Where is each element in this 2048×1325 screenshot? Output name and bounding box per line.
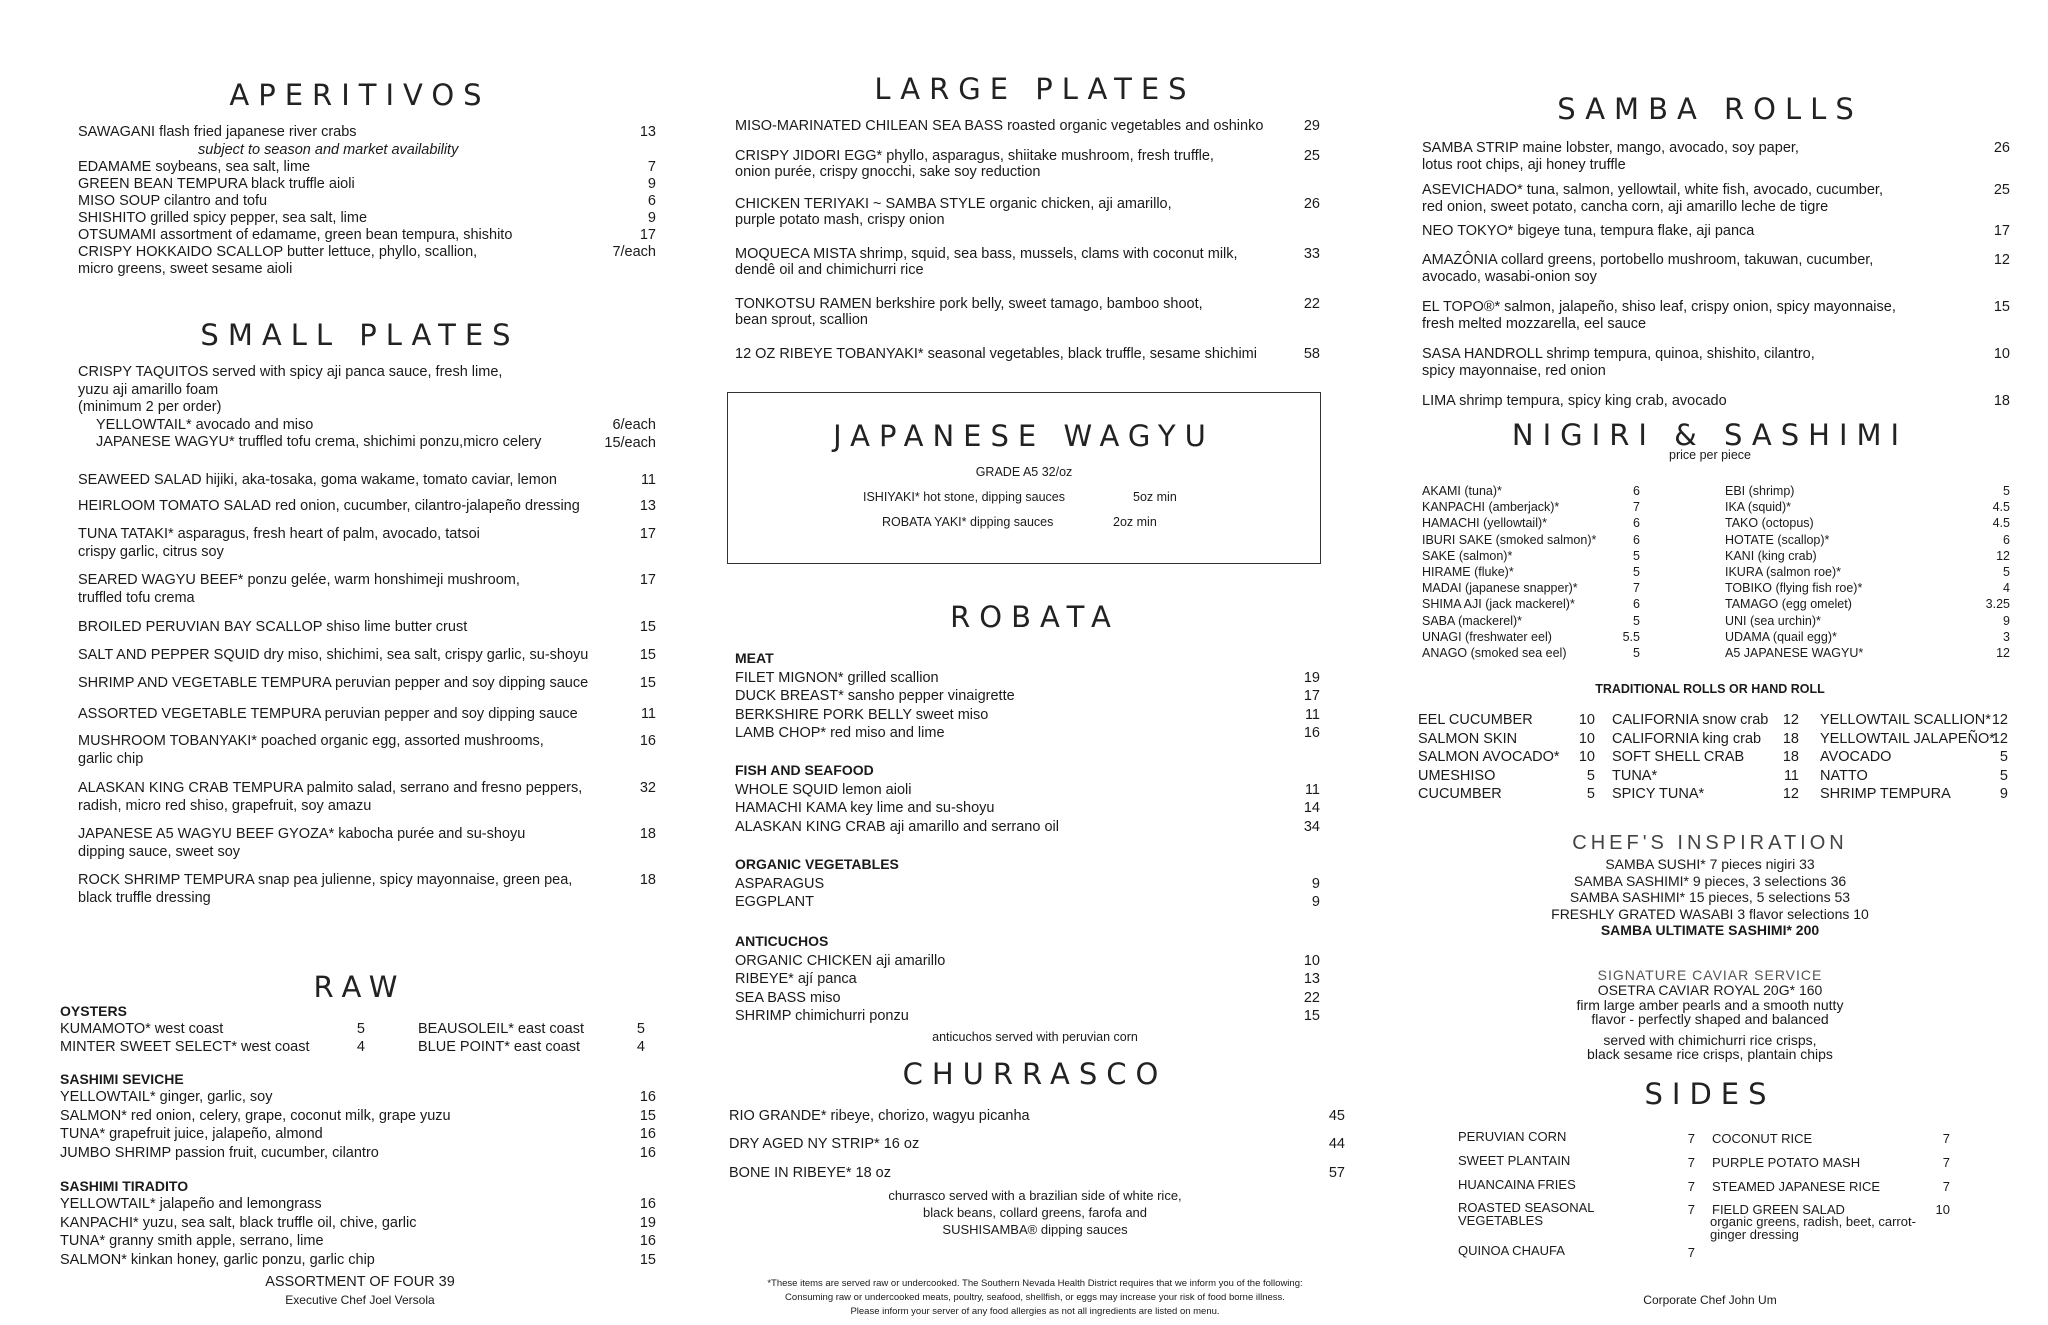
robata-item-price: 10: [1303, 953, 1320, 969]
large-plate-price: 58: [1303, 346, 1320, 362]
traditional-price: 12: [1991, 712, 2008, 728]
robata-group-label: ORGANIC VEGETABLES: [735, 856, 899, 872]
robata-group-label: FISH AND SEAFOOD: [735, 762, 874, 778]
traditional-name: CALIFORNIA snow crab: [1612, 712, 1769, 728]
large-plate-line1: CHICKEN TERIYAKI ~ SAMBA STYLE organic chicken, aji amarillo,: [735, 196, 1172, 212]
small-plate-line1: HEIRLOOM TOMATO SALAD red onion, cucumber, cilantro-jalapeño dressing: [78, 498, 580, 514]
side-name: PURPLE POTATO MASH: [1712, 1155, 1861, 1170]
traditional-price: 18: [1782, 749, 1799, 765]
samba-roll-price: 10: [1993, 346, 2010, 362]
robata-item-price: 9: [1311, 894, 1320, 911]
traditional-name: SALMON AVOCADO*: [1418, 749, 1560, 765]
nigiri-name: HOTATE (scallop)*: [1725, 532, 1830, 547]
small-plate-line2: black truffle dressing: [78, 890, 211, 906]
taquitos-line1: CRISPY TAQUITOS served with spicy aji panca sauce, fresh lime,: [78, 364, 503, 380]
traditional-price: 5: [1999, 767, 2008, 784]
disclaimer-2: Consuming raw or undercooked meats, poultry, seafood, shellfish, or eggs may increase your risk of food borne illness.: [785, 1292, 1285, 1303]
aperitivo-name: OTSUMAMI assortment of edamame, green bean tempura, shishito: [78, 227, 513, 243]
caviar-line-1: OSETRA CAVIAR ROYAL 20G* 160: [1597, 982, 1823, 998]
robata-item-price: 17: [1303, 688, 1320, 705]
wagyu-title: JAPANESE WAGYU: [833, 419, 1215, 453]
samba-roll-line1: SAMBA STRIP maine lobster, mango, avocado, soy paper,: [1422, 140, 1799, 156]
robata-note: anticuchos served with peruvian corn: [932, 1030, 1138, 1044]
side-price: 7: [1942, 1179, 1950, 1194]
nigiri-name: MADAI (japanese snapper)*: [1422, 581, 1578, 596]
nigiri-subtitle: price per piece: [1669, 448, 1751, 462]
sides-title: SIDES: [1644, 1077, 1776, 1111]
side-name: PERUVIAN CORN: [1458, 1129, 1567, 1144]
robata-item-price: 11: [1304, 706, 1320, 723]
traditional-price: 12: [1782, 786, 1799, 802]
small-plate-price: 11: [640, 472, 656, 488]
oysters-label: OYSTERS: [60, 1003, 127, 1019]
oyster-name: MINTER SWEET SELECT* west coast: [60, 1039, 310, 1055]
small-plate-price: 15: [639, 675, 656, 691]
oyster-name: KUMAMOTO* west coast: [60, 1021, 224, 1037]
robata-item-price: 16: [1303, 724, 1320, 741]
nigiri-name: UNI (sea urchin)*: [1725, 613, 1821, 628]
samba-roll-line1: SASA HANDROLL shrimp tempura, quinoa, shishito, cilantro,: [1422, 346, 1815, 362]
small-plate-price: 17: [639, 526, 656, 542]
large-plate-price: 29: [1303, 118, 1320, 134]
tiradito-name: YELLOWTAIL* jalapeño and lemongrass: [60, 1196, 322, 1212]
side-name: STEAMED JAPANESE RICE: [1712, 1179, 1881, 1194]
disclaimer: [725, 1277, 1345, 1319]
churrasco-note: [725, 1187, 1345, 1238]
caviar-title: SIGNATURE CAVIAR SERVICE: [1597, 967, 1823, 983]
seviche-name: YELLOWTAIL* ginger, garlic, soy: [60, 1089, 273, 1105]
taquitos-line2: yuzu aji amarillo foam: [78, 381, 219, 398]
traditional-price: 10: [1578, 712, 1595, 728]
nigiri-price: 6: [2003, 532, 2010, 547]
churrasco-name: BONE IN RIBEYE* 18 oz: [729, 1165, 891, 1181]
seviche-price: 16: [639, 1144, 656, 1161]
side-name: FIELD GREEN SALAD: [1712, 1202, 1845, 1217]
small-plate-price: 15: [639, 647, 656, 663]
side-price: 7: [1942, 1155, 1950, 1170]
wagyu-grade: GRADE A5 32/oz: [975, 465, 1073, 479]
side-name: COCONUT RICE: [1712, 1131, 1813, 1146]
seviche-label: SASHIMI SEVICHE: [60, 1071, 184, 1087]
traditional-price: 10: [1578, 730, 1595, 747]
samba-roll-line2: lotus root chips, aji honey truffle: [1422, 157, 1626, 173]
robata-item-name: ORGANIC CHICKEN aji amarillo: [735, 953, 946, 969]
raw-title: RAW: [313, 970, 407, 1004]
small-plate-line2: truffled tofu crema: [78, 590, 195, 606]
small-plate-price: 15: [639, 619, 656, 635]
robata-item-name: SHRIMP chimichurri ponzu: [735, 1007, 909, 1024]
chefs-line-5: SAMBA ULTIMATE SASHIMI* 200: [1600, 922, 1820, 938]
traditional-price: 11: [1783, 767, 1799, 784]
robata-item-name: ALASKAN KING CRAB aji amarillo and serrano oil: [735, 818, 1059, 835]
seviche-price: 16: [639, 1089, 656, 1105]
small-plate-line1: BROILED PERUVIAN BAY SCALLOP shiso lime butter crust: [78, 619, 468, 635]
executive-chef: Executive Chef Joel Versola: [285, 1293, 435, 1307]
nigiri-name: TAMAGO (egg omelet): [1725, 597, 1852, 612]
robata-item-name: EGGPLANT: [735, 894, 814, 911]
small-plate-line2: dipping sauce, sweet soy: [78, 844, 241, 860]
nigiri-name: SHIMA AJI (jack mackerel)*: [1422, 597, 1575, 612]
robata-group-label: MEAT: [735, 650, 774, 666]
small-plate-line1: SHRIMP AND VEGETABLE TEMPURA peruvian pepper and soy dipping sauce: [78, 675, 589, 691]
nigiri-price: 9: [2003, 613, 2010, 628]
large-plate-price: 25: [1303, 148, 1320, 164]
robata-item-price: 14: [1303, 800, 1320, 817]
samba-roll-price: 18: [1993, 393, 2010, 409]
side-name: SWEET PLANTAIN: [1458, 1153, 1571, 1168]
tiradito-price: 15: [639, 1251, 656, 1268]
taquitos-sub1-price: 6/each: [612, 417, 656, 433]
corporate-chef: Corporate Chef John Um: [1643, 1293, 1777, 1307]
large-plate-line1: TONKOTSU RAMEN berkshire pork belly, sweet tamago, bamboo shoot,: [735, 296, 1203, 312]
aperitivo-price: 7/each: [612, 244, 656, 260]
side-price: 7: [1687, 1155, 1695, 1170]
samba-roll-line2: spicy mayonnaise, red onion: [1422, 363, 1606, 379]
taquitos-sub2: JAPANESE WAGYU* truffled tofu crema, shichimi ponzu,micro celery: [96, 434, 542, 450]
oyster-name: BEAUSOLEIL* east coast: [418, 1021, 585, 1037]
nigiri-name: HAMACHI (yellowtail)*: [1422, 516, 1548, 531]
nigiri-name: IKURA (salmon roe)*: [1725, 565, 1842, 579]
oyster-price: 4: [636, 1039, 645, 1055]
robata-item-price: 19: [1303, 670, 1320, 686]
tiradito-label: SASHIMI TIRADITO: [60, 1178, 189, 1194]
caviar-line-5: black sesame rice crisps, plantain chips: [1587, 1046, 1833, 1062]
samba-roll-line2: fresh melted mozzarella, eel sauce: [1422, 316, 1647, 332]
nigiri-name: HIRAME (fluke)*: [1422, 565, 1514, 579]
traditional-name: YELLOWTAIL JALAPEÑO*: [1820, 730, 1995, 747]
small-plate-line1: TUNA TATAKI* asparagus, fresh heart of palm, avocado, tatsoi: [78, 526, 480, 542]
nigiri-price: 5: [1633, 646, 1640, 660]
large-plate-line2: onion purée, crispy gnocchi, sake soy reduction: [735, 164, 1041, 180]
small-plate-line1: SEAWEED SALAD hijiki, aka-tosaka, goma wakame, tomato caviar, lemon: [78, 472, 557, 488]
aperitivo-price: 6: [647, 193, 656, 209]
disclaimer-3: Please inform your server of any food allergies as not all ingredients are listed on menu.: [850, 1306, 1220, 1317]
small-plate-price: 13: [639, 498, 656, 514]
samba-roll-price: 12: [1993, 252, 2010, 268]
nigiri-price: 6: [1633, 516, 1640, 531]
nigiri-price: 3: [2003, 629, 2010, 644]
traditional-price: 5: [1999, 749, 2008, 765]
small-plate-line1: SALT AND PEPPER SQUID dry miso, shichimi, sea salt, crispy garlic, su-shoyu: [78, 647, 589, 663]
aperitivo-name: SAWAGANI flash fried japanese river crabs: [78, 124, 357, 140]
traditional-name: UMESHISO: [1418, 767, 1496, 784]
churrasco-note-1: churrasco served with a brazilian side of white rice,: [888, 1188, 1182, 1203]
robata-item-name: BERKSHIRE PORK BELLY sweet miso: [735, 706, 989, 723]
aperitivo-price: 7: [647, 159, 656, 175]
small-plate-line1: ASSORTED VEGETABLE TEMPURA peruvian pepper and soy dipping sauce: [78, 706, 578, 722]
tiradito-price: 16: [639, 1196, 656, 1212]
samba-roll-price: 25: [1993, 182, 2010, 198]
nigiri-name: UDAMA (quail egg)*: [1725, 629, 1837, 644]
chefs-title: CHEF'S INSPIRATION: [1572, 832, 1848, 854]
aperitivos-title: APERITIVOS: [229, 78, 491, 112]
samba-roll-line1: ASEVICHADO* tuna, salmon, yellowtail, white fish, avocado, cucumber,: [1422, 182, 1883, 198]
small-plate-price: 11: [640, 706, 656, 722]
nigiri-price: 12: [1996, 548, 2010, 563]
nigiri-price: 7: [1633, 581, 1640, 596]
large-plate-price: 33: [1303, 246, 1320, 262]
side-name: ROASTED SEASONAL VEGETABLES: [1458, 1200, 1595, 1228]
aperitivo-price: 17: [639, 227, 656, 243]
aperitivo-price: 13: [639, 124, 656, 140]
nigiri-price: 5: [2003, 565, 2010, 579]
small-plate-price: 18: [639, 872, 656, 888]
traditional-name: YELLOWTAIL SCALLION*: [1820, 712, 1991, 728]
oyster-price: 4: [356, 1039, 365, 1055]
wagyu-ishiyaki: ISHIYAKI* hot stone, dipping sauces: [863, 490, 1065, 504]
churrasco-name: RIO GRANDE* ribeye, chorizo, wagyu picanha: [729, 1108, 1030, 1124]
seviche-name: TUNA* grapefruit juice, jalapeño, almond: [60, 1126, 323, 1142]
nigiri-name: EBI (shrimp): [1725, 484, 1795, 498]
nigiri-price: 7: [1633, 500, 1640, 515]
traditional-name: CUCUMBER: [1418, 786, 1502, 802]
nigiri-price: 5: [1633, 548, 1640, 563]
aperitivo-price: 9: [647, 210, 656, 226]
robata-item-name: HAMACHI KAMA key lime and su-shoyu: [735, 800, 995, 817]
robata-item-name: FILET MIGNON* grilled scallion: [735, 670, 939, 686]
side-price: 7: [1942, 1131, 1950, 1146]
samba-roll-line1: AMAZÔNIA collard greens, portobello mushroom, takuwan, cucumber,: [1422, 252, 1874, 268]
nigiri-price: 5.5: [1622, 629, 1640, 644]
traditional-name: CALIFORNIA king crab: [1612, 730, 1762, 747]
aperitivo-name: micro greens, sweet sesame aioli: [78, 261, 293, 277]
large-plate-line2: bean sprout, scallion: [735, 312, 868, 328]
nigiri-name: UNAGI (freshwater eel): [1422, 629, 1552, 644]
large-plate-line2: dendê oil and chimichurri rice: [735, 262, 924, 278]
tiradito-name: TUNA* granny smith apple, serrano, lime: [60, 1233, 324, 1249]
traditional-name: SALMON SKIN: [1418, 730, 1518, 747]
traditional-name: NATTO: [1820, 767, 1868, 784]
robata-group-label: ANTICUCHOS: [735, 933, 829, 949]
tiradito-price: 16: [639, 1233, 656, 1249]
churrasco-title: CHURRASCO: [902, 1057, 1168, 1091]
robata-item-price: 34: [1303, 818, 1320, 835]
small-plate-price: 17: [639, 572, 656, 588]
small-plate-line2: crispy garlic, citrus soy: [78, 544, 224, 560]
traditional-name: SOFT SHELL CRAB: [1612, 749, 1745, 765]
taquitos-sub2-price: 15/each: [604, 435, 656, 451]
small-plate-line1: SEARED WAGYU BEEF* ponzu gelée, warm honshimeji mushroom,: [78, 572, 520, 588]
side-price: 7: [1687, 1202, 1695, 1217]
samba-roll-line2: red onion, sweet potato, cancha corn, aji amarillo leche de tigre: [1422, 199, 1829, 215]
samba-roll-price: 17: [1993, 223, 2010, 239]
aperitivo-name: SHISHITO grilled spicy pepper, sea salt, lime: [78, 210, 368, 226]
traditional-name: TUNA*: [1612, 767, 1658, 784]
nigiri-name: IKA (squid)*: [1725, 500, 1792, 515]
small-plates-title: SMALL PLATES: [200, 318, 520, 352]
samba-rolls-title: SAMBA ROLLS: [1557, 92, 1863, 126]
robata-item-price: 11: [1304, 782, 1320, 798]
robata-item-price: 22: [1303, 989, 1320, 1006]
nigiri-name: A5 JAPANESE WAGYU*: [1725, 646, 1864, 660]
nigiri-price: 4.5: [1992, 516, 2010, 531]
oyster-price: 5: [356, 1021, 365, 1037]
caviar-line-2: firm large amber pearls and a smooth nutty: [1576, 996, 1844, 1013]
nigiri-price: 4: [2003, 581, 2010, 596]
churrasco-note-2: black beans, collard greens, farofa and: [922, 1205, 1148, 1220]
small-plate-line2: garlic chip: [78, 751, 144, 767]
traditional-price: 5: [1586, 786, 1595, 802]
large-plate-line1: MISO-MARINATED CHILEAN SEA BASS roasted organic vegetables and oshinko: [735, 118, 1264, 134]
side-price: 10: [1935, 1202, 1950, 1217]
wagyu-box: [727, 392, 1321, 564]
side-price: 7: [1687, 1131, 1695, 1146]
nigiri-price: 6: [1633, 484, 1640, 498]
wagyu-robata: ROBATA YAKI* dipping sauces: [882, 515, 1054, 529]
traditional-price: 12: [1991, 730, 2008, 747]
tiradito-price: 19: [639, 1214, 656, 1231]
robata-title: ROBATA: [950, 600, 1120, 634]
caviar-line-4: served with chimichurri rice crisps,: [1603, 1031, 1817, 1048]
small-plate-price: 18: [639, 826, 656, 842]
nigiri-name: AKAMI (tuna)*: [1422, 484, 1502, 498]
disclaimer-1: *These items are served raw or undercooked. The Southern Nevada Health District requires that we inform you of the following:: [767, 1278, 1303, 1289]
nigiri-price: 12: [1996, 646, 2010, 660]
large-plate-price: 22: [1303, 296, 1320, 312]
nigiri-name: SAKE (salmon)*: [1422, 548, 1513, 563]
nigiri-price: 4.5: [1992, 500, 2010, 515]
small-plate-price: 16: [639, 733, 656, 749]
robata-item-name: DUCK BREAST* sansho pepper vinaigrette: [735, 688, 1015, 705]
aperitivo-name: MISO SOUP cilantro and tofu: [78, 193, 268, 209]
traditional-price: 9: [1999, 786, 2008, 802]
nigiri-price: 5: [1633, 565, 1640, 579]
traditional-name: AVOCADO: [1820, 749, 1892, 765]
tiradito-name: SALMON* kinkan honey, garlic ponzu, garlic chip: [60, 1251, 375, 1268]
assortment-text: ASSORTMENT OF FOUR 39: [265, 1274, 455, 1290]
small-plate-line1: ALASKAN KING CRAB TEMPURA palmito salad, serrano and fresno peppers,: [78, 780, 583, 796]
samba-roll-price: 15: [1993, 299, 2010, 315]
large-plates-title: LARGE PLATES: [874, 72, 1196, 106]
robata-item-price: 15: [1303, 1007, 1320, 1024]
chefs-lines: [1410, 856, 2010, 939]
nigiri-name: TAKO (octopus): [1725, 516, 1814, 531]
tiradito-name: KANPACHI* yuzu, sea salt, black truffle oil, chive, garlic: [60, 1214, 417, 1231]
samba-roll-line1: EL TOPO®* salmon, jalapeño, shiso leaf, crispy onion, spicy mayonnaise,: [1422, 299, 1896, 315]
taquitos-item: [78, 364, 638, 452]
traditional-price: 18: [1782, 730, 1799, 747]
churrasco-name: DRY AGED NY STRIP* 16 oz: [729, 1136, 920, 1152]
nigiri-name: KANI (king crab): [1725, 548, 1817, 563]
robata-item-name: ASPARAGUS: [735, 876, 825, 892]
robata-item-price: 9: [1311, 876, 1320, 892]
churrasco-note-3: SUSHISAMBA® dipping sauces: [942, 1222, 1128, 1237]
aperitivo-name: GREEN BEAN TEMPURA black truffle aioli: [78, 176, 355, 192]
churrasco-price: 45: [1328, 1108, 1345, 1124]
side-name: QUINOA CHAUFA: [1458, 1243, 1565, 1258]
nigiri-price: 6: [1633, 597, 1640, 612]
small-plate-line2: radish, micro red shiso, grapefruit, soy amazu: [78, 798, 372, 814]
samba-roll-price: 26: [1993, 140, 2010, 156]
traditional-price: 12: [1782, 712, 1799, 728]
seviche-price: 15: [639, 1107, 656, 1124]
nigiri-price: 5: [2003, 484, 2010, 498]
nigiri-title: NIGIRI & SASHIMI: [1511, 418, 1909, 452]
aperitivo-name: subject to season and market availability: [198, 142, 459, 158]
wagyu-ishiyaki-min: 5oz min: [1133, 490, 1177, 504]
chefs-line-3: SAMBA SASHIMI* 15 pieces, 5 selections 53: [1569, 889, 1851, 905]
large-plate-line2: purple potato mash, crispy onion: [735, 212, 945, 228]
taquitos-sub1: YELLOWTAIL* avocado and miso: [96, 416, 314, 433]
side-price: 7: [1687, 1245, 1695, 1260]
side-price: 7: [1687, 1179, 1695, 1194]
aperitivo-name: EDAMAME soybeans, sea salt, lime: [78, 159, 311, 175]
large-plate-price: 26: [1303, 196, 1320, 212]
wagyu-robata-min: 2oz min: [1113, 515, 1157, 529]
chefs-line-2: SAMBA SASHIMI* 9 pieces, 3 selections 36: [1573, 872, 1847, 889]
robata-item-name: WHOLE SQUID lemon aioli: [735, 782, 912, 798]
traditional-name: EEL CUCUMBER: [1418, 712, 1533, 728]
large-plate-line1: MOQUECA MISTA shrimp, squid, sea bass, mussels, clams with coconut milk,: [735, 246, 1238, 262]
aperitivo-name: CRISPY HOKKAIDO SCALLOP butter lettuce, phyllo, scallion,: [78, 244, 478, 260]
small-plate-price: 32: [639, 780, 656, 796]
side-name: HUANCAINA FRIES: [1458, 1177, 1576, 1192]
nigiri-name: ANAGO (smoked sea eel): [1422, 646, 1567, 660]
nigiri-price: 5: [1633, 613, 1640, 628]
traditional-title: TRADITIONAL ROLLS OR HAND ROLL: [1595, 682, 1825, 696]
seviche-price: 16: [639, 1126, 656, 1142]
nigiri-name: KANPACHI (amberjack)*: [1422, 500, 1560, 515]
traditional-name: SHRIMP TEMPURA: [1820, 786, 1951, 802]
traditional-name: SPICY TUNA*: [1612, 786, 1705, 802]
small-plate-line1: JAPANESE A5 WAGYU BEEF GYOZA* kabocha purée and su-shoyu: [78, 826, 526, 842]
traditional-price: 5: [1586, 767, 1595, 784]
samba-roll-line1: LIMA shrimp tempura, spicy king crab, avocado: [1422, 393, 1727, 409]
large-plate-line1: 12 OZ RIBEYE TOBANYAKI* seasonal vegetables, black truffle, sesame shichimi: [735, 346, 1257, 362]
chefs-line-1: SAMBA SUSHI* 7 pieces nigiri 33: [1605, 856, 1815, 872]
seviche-name: SALMON* red onion, celery, grape, coconut milk, grape yuzu: [60, 1107, 451, 1124]
churrasco-price: 44: [1328, 1136, 1345, 1152]
oyster-name: BLUE POINT* east coast: [418, 1039, 580, 1055]
nigiri-price: 3.25: [1985, 597, 2010, 612]
side-sub: organic greens, radish, beet, carrot-ginger dressing: [1710, 1214, 1916, 1242]
taquitos-line3: (minimum 2 per order): [78, 399, 222, 415]
nigiri-name: SABA (mackerel)*: [1422, 613, 1523, 628]
aperitivo-price: 9: [647, 176, 656, 192]
nigiri-price: 6: [1633, 532, 1640, 547]
caviar-lines: [1410, 983, 2010, 1062]
small-plate-line1: MUSHROOM TOBANYAKI* poached organic egg, assorted mushrooms,: [78, 733, 544, 749]
nigiri-name: IBURI SAKE (smoked salmon)*: [1422, 532, 1597, 547]
caviar-line-3: flavor - perfectly shaped and balanced: [1591, 1011, 1829, 1027]
churrasco-price: 57: [1328, 1165, 1345, 1181]
robata-item-name: SEA BASS miso: [735, 989, 841, 1006]
chefs-line-4: FRESHLY GRATED WASABI 3 flavor selections 10: [1551, 905, 1869, 922]
seviche-name: JUMBO SHRIMP passion fruit, cucumber, cilantro: [60, 1144, 379, 1161]
samba-roll-line1: NEO TOKYO* bigeye tuna, tempura flake, aji panca: [1422, 223, 1755, 239]
robata-item-name: RIBEYE* ají panca: [735, 971, 857, 988]
oyster-price: 5: [636, 1021, 645, 1037]
small-plate-line1: ROCK SHRIMP TEMPURA snap pea julienne, spicy mayonnaise, green pea,: [78, 872, 573, 888]
nigiri-name: TOBIKO (flying fish roe)*: [1725, 581, 1863, 596]
samba-roll-line2: avocado, wasabi-onion soy: [1422, 269, 1597, 285]
robata-item-name: LAMB CHOP* red miso and lime: [735, 724, 945, 741]
large-plate-line1: CRISPY JIDORI EGG* phyllo, asparagus, shiitake mushroom, fresh truffle,: [735, 148, 1214, 164]
robata-item-price: 13: [1303, 971, 1320, 988]
traditional-price: 10: [1578, 749, 1595, 765]
